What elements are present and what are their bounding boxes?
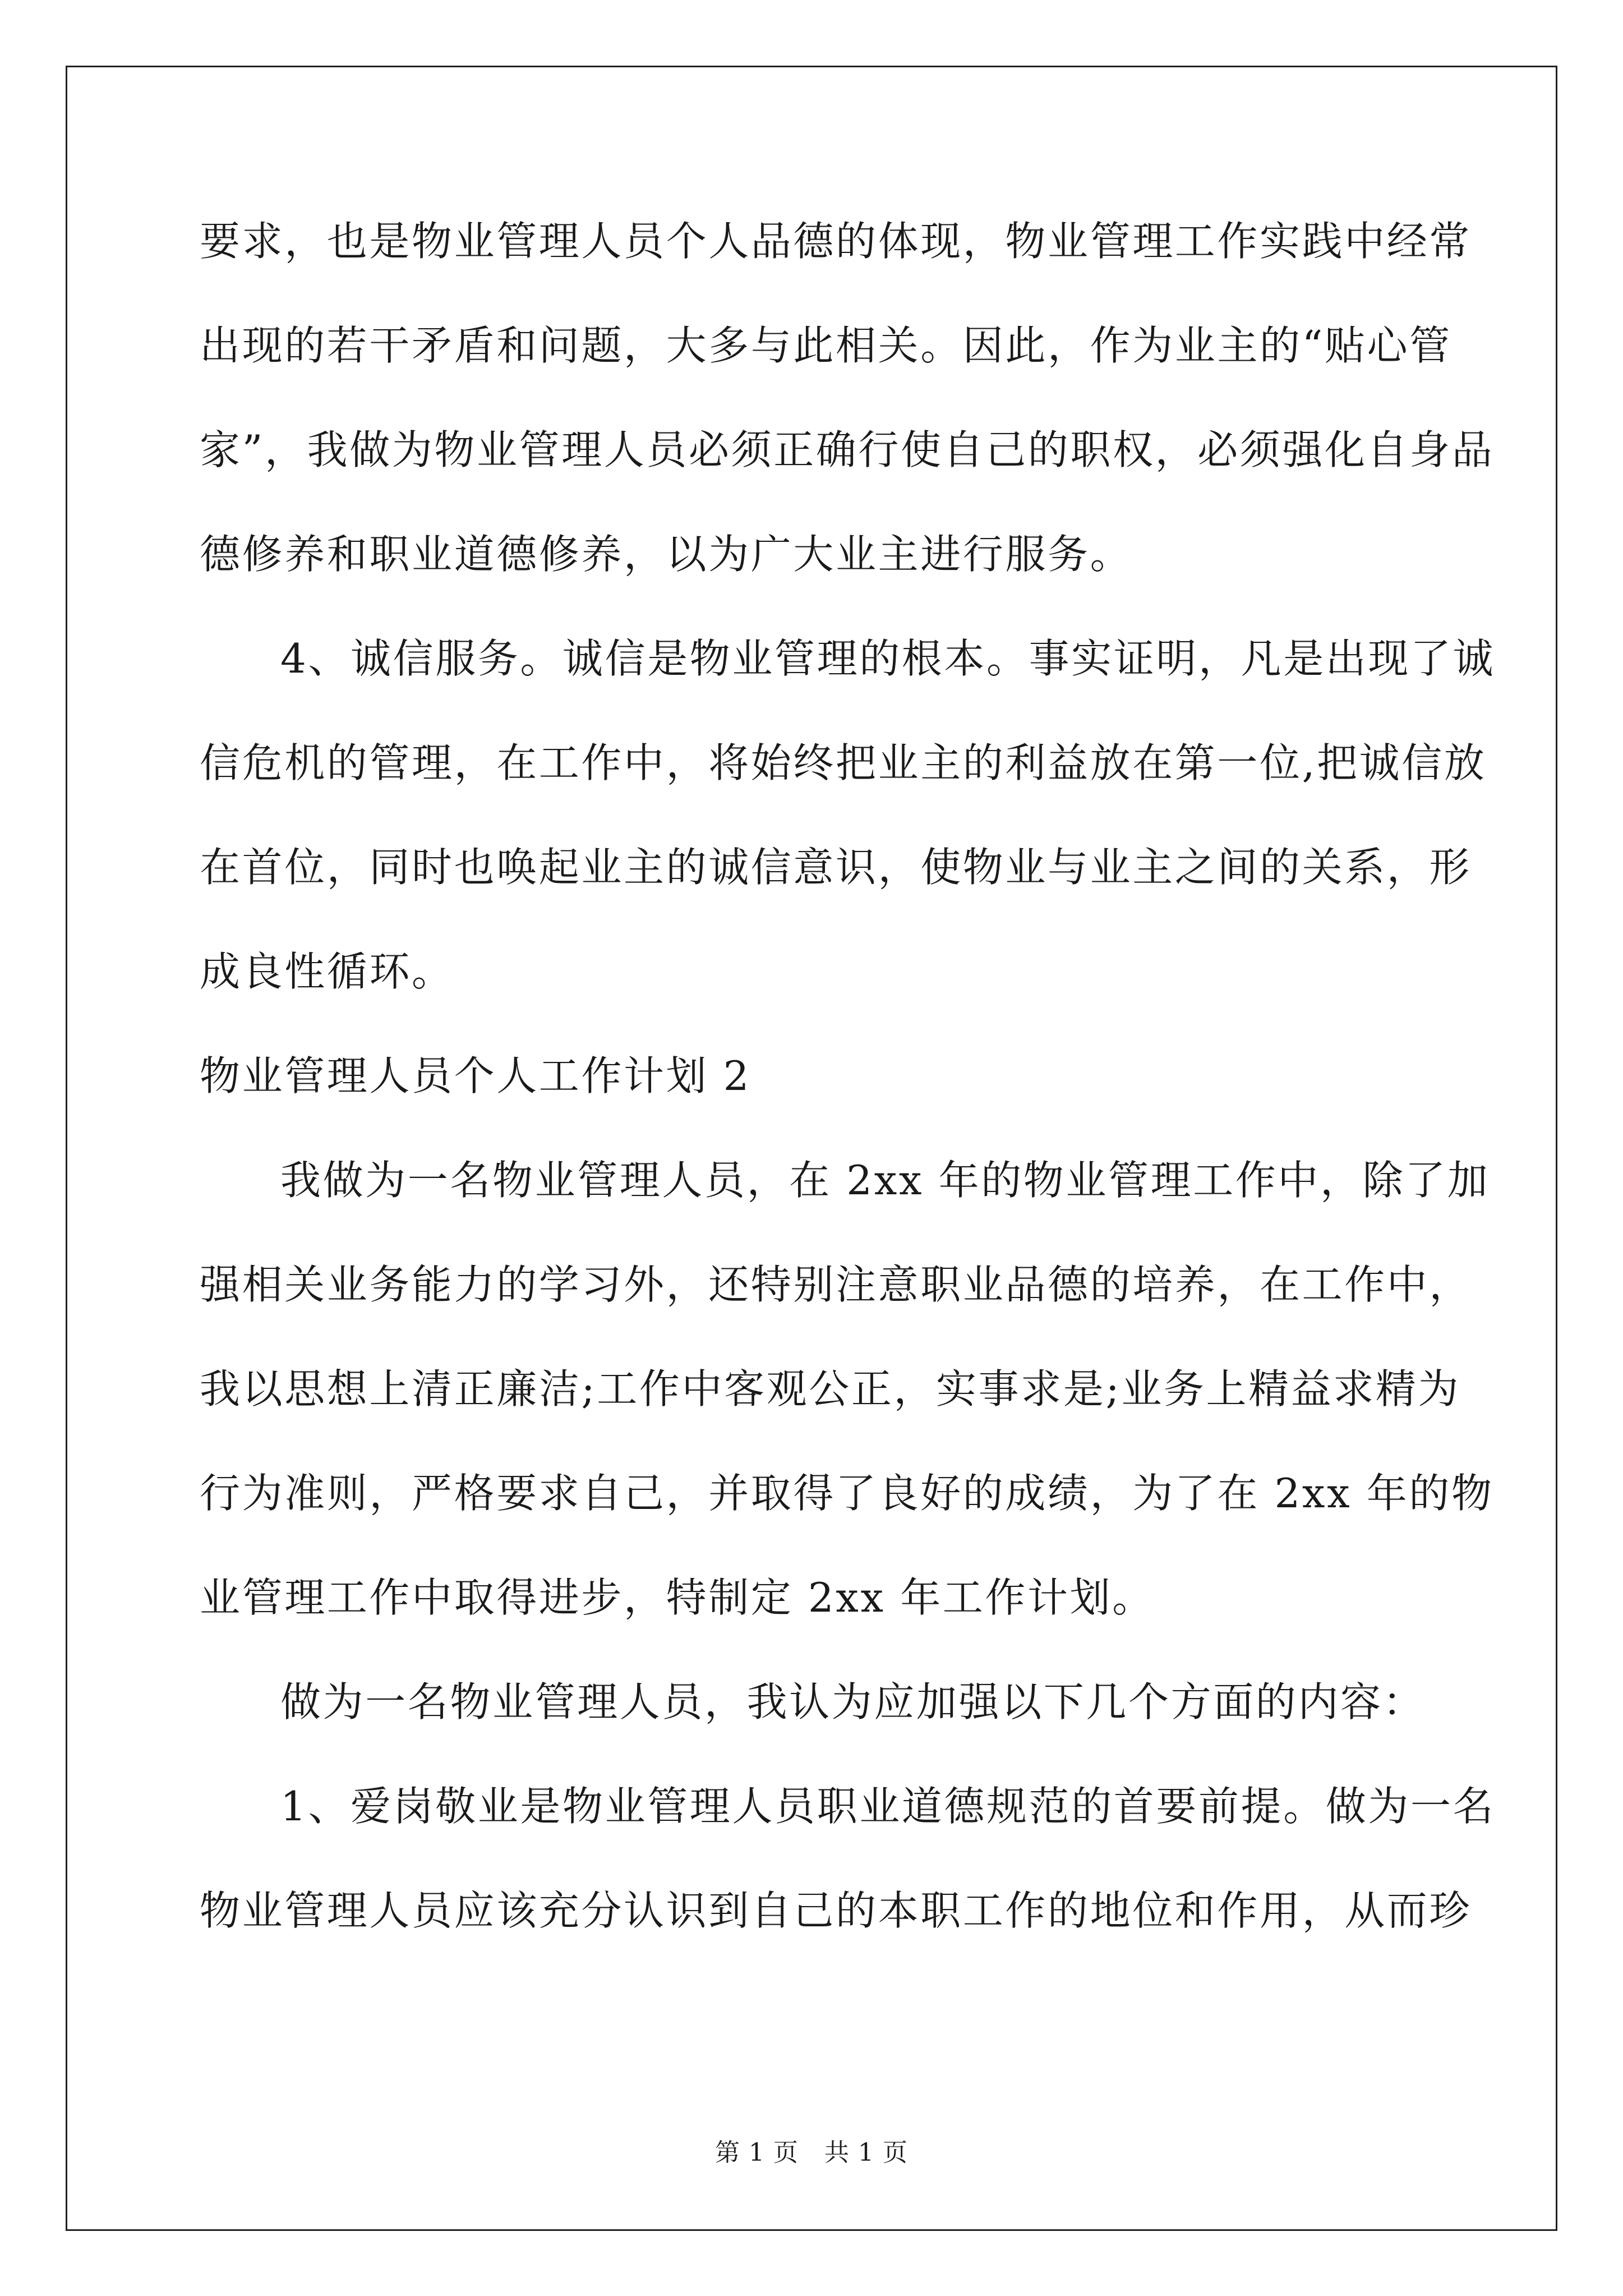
- section-heading: 物业管理人员个人工作计划 2: [200, 1052, 751, 1099]
- page-number: 第 1 页: [715, 2138, 799, 2167]
- text-line: 在首位，同时也唤起业主的诚信意识，使物业与业主之间的关系，形: [200, 844, 1472, 891]
- document-body: [200, 208, 1496, 1981]
- text-line: 我以思想上清正廉洁;工作中客观公正，实事求是;业务上精益求精为: [200, 1365, 1461, 1412]
- text-line: 做为一名物业管理人员，我认为应加强以下几个方面的内容：: [280, 1678, 1426, 1726]
- text-line: 行为准则，严格要求自己，并取得了良好的成绩，为了在 2xx 年的物: [200, 1470, 1494, 1517]
- text-line: 家”，我做为物业管理人员必须正确行使自己的职权，必须强化自身品: [200, 426, 1495, 473]
- page-total: 共 1 页: [824, 2138, 908, 2167]
- text-line: 要求，也是物业管理人员个人品德的体现，物业管理工作实践中经常: [200, 218, 1472, 265]
- text-line: 4、诚信服务。诚信是物业管理的根本。事实证明，凡是出现了诚: [280, 635, 1496, 682]
- text-line: 出现的若干矛盾和问题，大多与此相关。因此，作为业主的“贴心管: [200, 322, 1452, 369]
- text-line: 成良性循环。: [200, 948, 454, 995]
- page-footer: [0, 2136, 1623, 2170]
- text-line: 信危机的管理，在工作中，将始终把业主的利益放在第一位,把诚信放: [200, 739, 1487, 786]
- text-line: 我做为一名物业管理人员，在 2xx 年的物业管理工作中，除了加: [280, 1157, 1490, 1204]
- text-line: 德修养和职业道德修养，以为广大业主进行服务。: [200, 531, 1133, 578]
- text-line: 物业管理人员应该充分认识到自己的本职工作的地位和作用，从而珍: [200, 1887, 1472, 1934]
- text-line: 强相关业务能力的学习外，还特别注意职业品德的培养，在工作中，: [200, 1261, 1472, 1308]
- text-line: 1、爱岗敬业是物业管理人员职业道德规范的首要前提。做为一名: [280, 1783, 1496, 1830]
- text-line: 业管理工作中取得进步，特制定 2xx 年工作计划。: [200, 1574, 1155, 1621]
